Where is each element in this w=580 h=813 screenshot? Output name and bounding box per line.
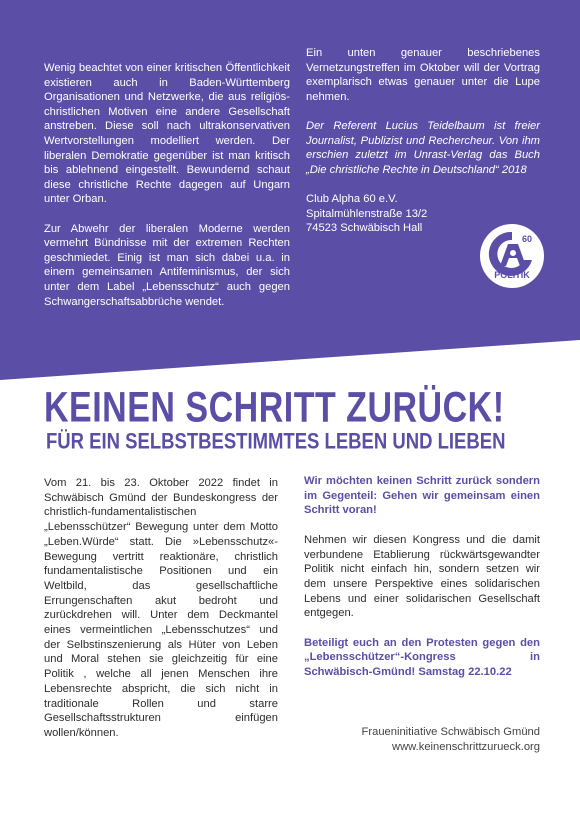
call-column — [304, 474, 540, 695]
logo-number: 60 — [522, 234, 533, 244]
talk-description: Ein unten genauer beschriebenes Vernetzungstreffen im Oktober will der Vortrag exemplarisch etwas genauer unter die Lupe nehmen. — [306, 47, 540, 103]
venue-name: Club Alpha 60 e.V. — [306, 192, 398, 205]
website-link[interactable]: www.keinenschrittzurueck.org — [392, 741, 540, 753]
intro-paragraph-1: Wenig beachtet von einer kritischen Öffentlichkeit existieren auch in Baden-Württemberg Organisationen und Netzwerke, die aus religiös-christlichen Motiven eine andere Gesellschaft anstreben. Diese soll nach ultrakonservativen Wertvorstellungen modelliert werden. Der liberalen Demokratie gegenüber ist man kritisch bis ablehnend eingestellt. Bewundernd schaut diese christliche Rechte dagegen auf Ungarn unter Orban. — [44, 62, 290, 206]
congress-description: Vom 21. bis 23. Oktober 2022 findet in Schwäbisch Gmünd der Bundeskongress der christlich-fundamentalistischen „Lebensschützer“ Bewegung unter dem Motto „Leben.Würde“ statt. Die »Lebensschutz«-Bewegung vertritt reaktionäre, christlich fundamentalistische Positionen und ein Weltbild, das gesellschaftliche Errungenschaften akut bedroht und zurückdrehen will. Unter dem Deckmantel eines vermeintlichen „Lebensschutzes“ und der Selbstinszenierung als Hüter von Leben und Moral stehen sie gleichzeitig für eine Politik , welche all jenen Menschen ihre Lebensrechte abspricht, die sich nicht in traditionale Rollen und starre Gesellschaftsstrukturen einfügen wollen/können. — [44, 477, 278, 739]
top-panel — [0, 0, 580, 380]
venue-street: Spitalmühlenstraße 13/2 — [306, 207, 428, 220]
intro-paragraph-2: Zur Abwehr der liberalen Moderne werden vermehrt Bündnisse mit der extremen Rechten geschmiedet. Einig ist man sich dabei u.a. in einem gemeinsamen Antifeminismus, der sich unter dem Label „Lebensschutz“ auch gegen Schwangerschaftsabbrüche wendet. — [44, 222, 290, 308]
page-subheadline: FÜR EIN SELBSTBESTIMMTES LEBEN UND LIEBEN — [46, 428, 506, 454]
call-lead: Wir möchten keinen Schritt zurück sondern im Gegenteil: Gehen wir gemeinsam einen Schritt voran! — [304, 475, 540, 517]
speaker-bio: Der Referent Lucius Teidelbaum ist freier Journalist, Publizist und Rechercheur. Von ihm erschien zuletzt im Unrast-Verlag das Buch „Die christliche Rechte in Deutschland“ 2018 — [306, 119, 540, 176]
signature — [300, 725, 540, 755]
call-paragraph: Nehmen wir diesen Kongress und die damit verbundene Etablierung rückwärtsgewandter Politik nicht einfach hin, sondern setzen wir dem unsere Perspektive eines solidarischen Lebens und einer solidarischen Gesellschaft entgegen. — [304, 533, 540, 620]
club-logo-icon — [478, 222, 546, 290]
intro-column-right — [306, 46, 540, 236]
organisation-name: Fraueninitiative Schwäbisch Gmünd — [361, 726, 540, 738]
logo-word: POLITIK — [494, 270, 530, 280]
slanted-edge — [0, 340, 580, 380]
page-headline: KEINEN SCHRITT ZURÜCK! — [44, 384, 505, 432]
protest-call: Beteiligt euch an den Protesten gegen den „Lebensschützer“-Kongress in Schwäbisch-Gmünd! Samstag 22.10.22 — [304, 636, 540, 679]
intro-column-left — [44, 61, 290, 324]
venue-city: 74523 Schwäbisch Hall — [306, 222, 423, 235]
